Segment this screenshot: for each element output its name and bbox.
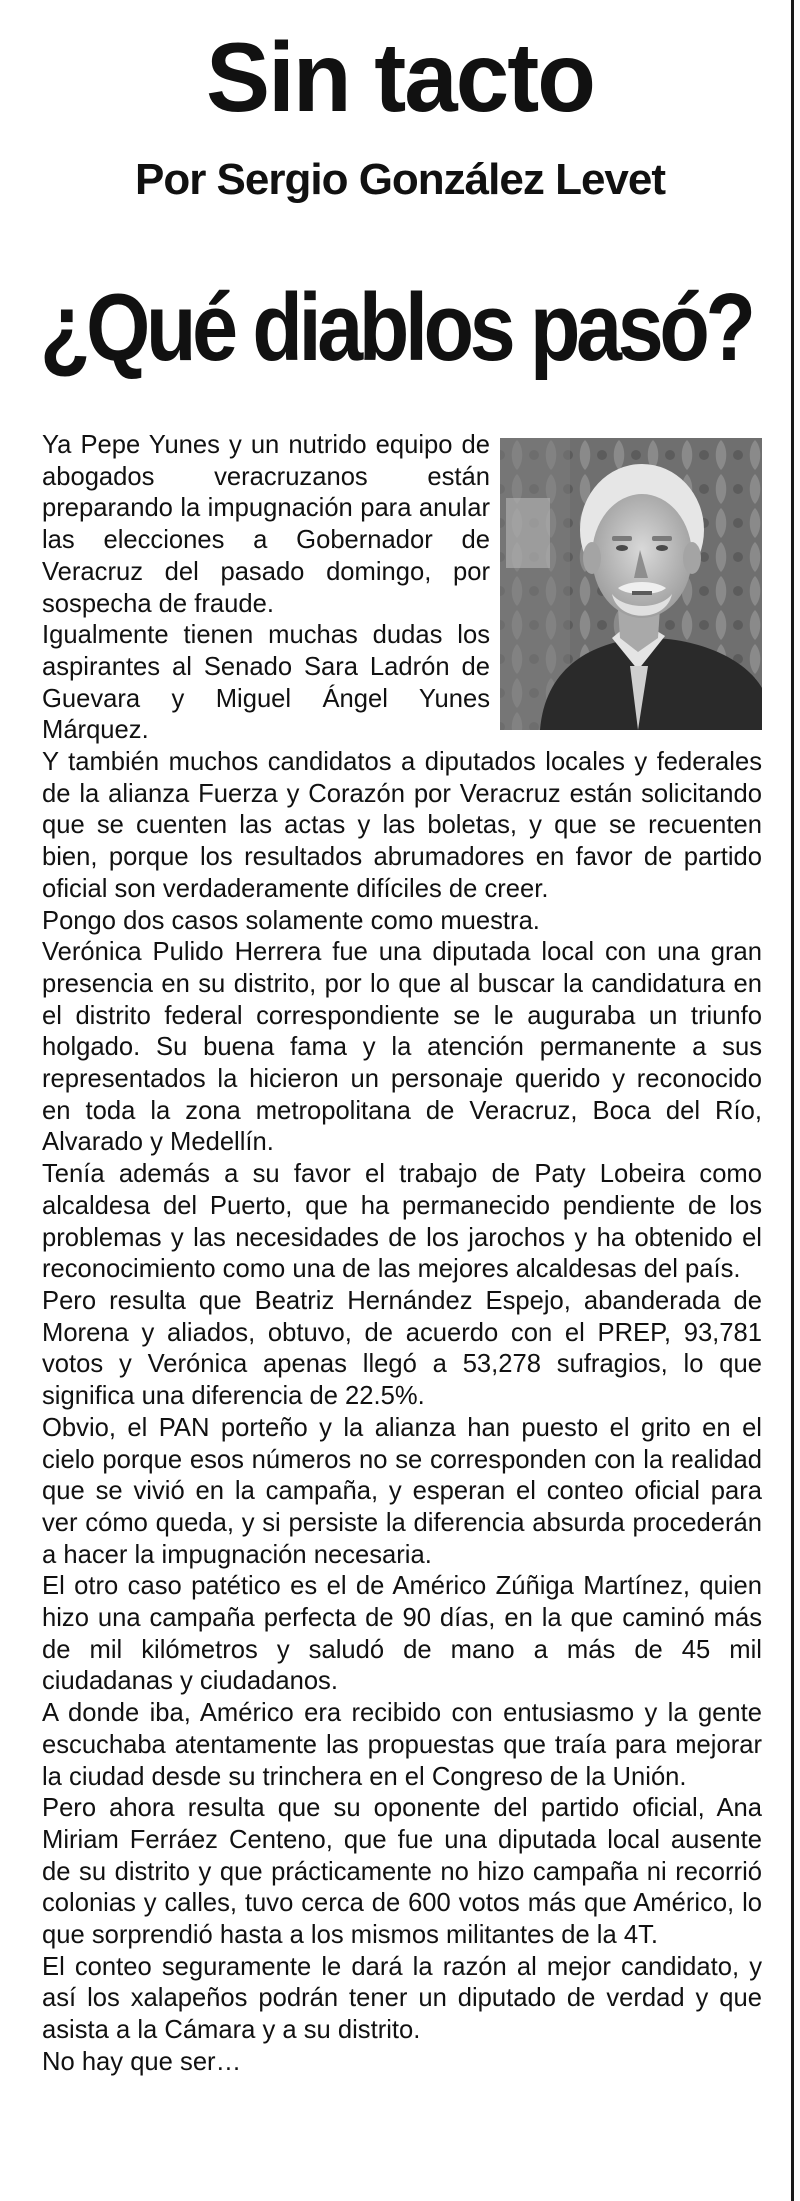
paragraph: Tenía además a su favor el trabajo de Paty Lobeira como alcaldesa del Puerto, que ha permanecido pendiente de los problemas y las necesidades de los jarochos y ha obtenido el reconocimiento como una de las mejores alcaldesas del país. [42, 1160, 762, 1284]
paragraph: Obvio, el PAN porteño y la alianza han puesto el grito en el cielo porque esos números no se corresponden con la realidad que se vivió en la campaña, y esperan el conteo oficial para ver cómo queda, y si persiste la diferencia absurda procederán a hacer la impugnación necesaria. [42, 1413, 762, 1569]
paragraph: Ya Pepe Yunes y un nutrido equipo de abogados veracruzanos están preparando la impugnación para anular las elecciones a Gobernador de Veracruz del pasado domingo, por sospecha de fraude. [42, 431, 490, 618]
column-divider-rule [791, 0, 794, 2201]
byline: Por Sergio González Levet [134, 155, 666, 204]
column-title: Sin tacto [206, 22, 594, 132]
photo-space [490, 438, 762, 730]
paragraph: Verónica Pulido Herrera fue una diputada local con una gran presencia en su distrito, por lo que al buscar la candidatura en el distrito federal correspondiente se le auguraba un triunfo holgado. Su buena fama y la atención permanente a sus representados la hicieron un personaje querido y reconocido en toda la zona metropolitana de Veracruz, Boca del Río, Alvarado y Medellín. [42, 938, 762, 1157]
paragraph: Pero resulta que Beatriz Hernández Espejo, abanderada de Morena y aliados, obtuvo, de acuerdo con el PREP, 93,781 votos y Verónica apenas llegó a 53,278 sufragios, lo que significa una diferencia de 22.5%. [42, 1286, 762, 1411]
paragraph: No hay que ser… [42, 2047, 242, 2076]
paragraph: Y también muchos candidatos a diputados locales y federales de la alianza Fuerza y Corazón por Veracruz están solicitando que se cuenten las actas y las boletas, y que se recuenten bien, porque los resultados abrumadores en favor de partido oficial son verdaderamente difíciles de creer. [42, 748, 762, 903]
article-headline: ¿Qué diablos pasó? [40, 274, 752, 381]
paragraph: A donde iba, Américo era recibido con entusiasmo y la gente escuchaba atentamente las propuestas que traía para mejorar la ciudad desde su trinchera en el Congreso de la Unión. [42, 1699, 762, 1791]
paragraph: El otro caso patético es el de Américo Zúñiga Martínez, quien hizo una campaña perfecta de 90 días, en la que caminó más de mil kilómetros y saludó de mano a más de 45 mil ciudadanas y ciudadanos. [42, 1572, 762, 1696]
article-body [42, 430, 762, 2079]
paragraph: El conteo seguramente le dará la razón al mejor candidato, y así los xalapeños podrán tener un diputado de verdad y que asista a la Cámara y a su distrito. [42, 1952, 762, 2045]
paragraph: Pero ahora resulta que su oponente del partido oficial, Ana Miriam Ferráez Centeno, que fue una diputada local ausente de su distrito y que prácticamente no hizo campaña ni recorrió colonias y calles, tuvo cerca de 600 votos más que Américo, lo que sorprendió hasta a los mismos militantes de la 4T. [42, 1794, 762, 1950]
paragraph: Pongo dos casos solamente como muestra. [42, 906, 540, 935]
paragraph: Igualmente tienen muchas dudas los aspirantes al Senado Sara Ladrón de Guevara y Miguel Ángel Yunes Márquez. [42, 621, 490, 745]
